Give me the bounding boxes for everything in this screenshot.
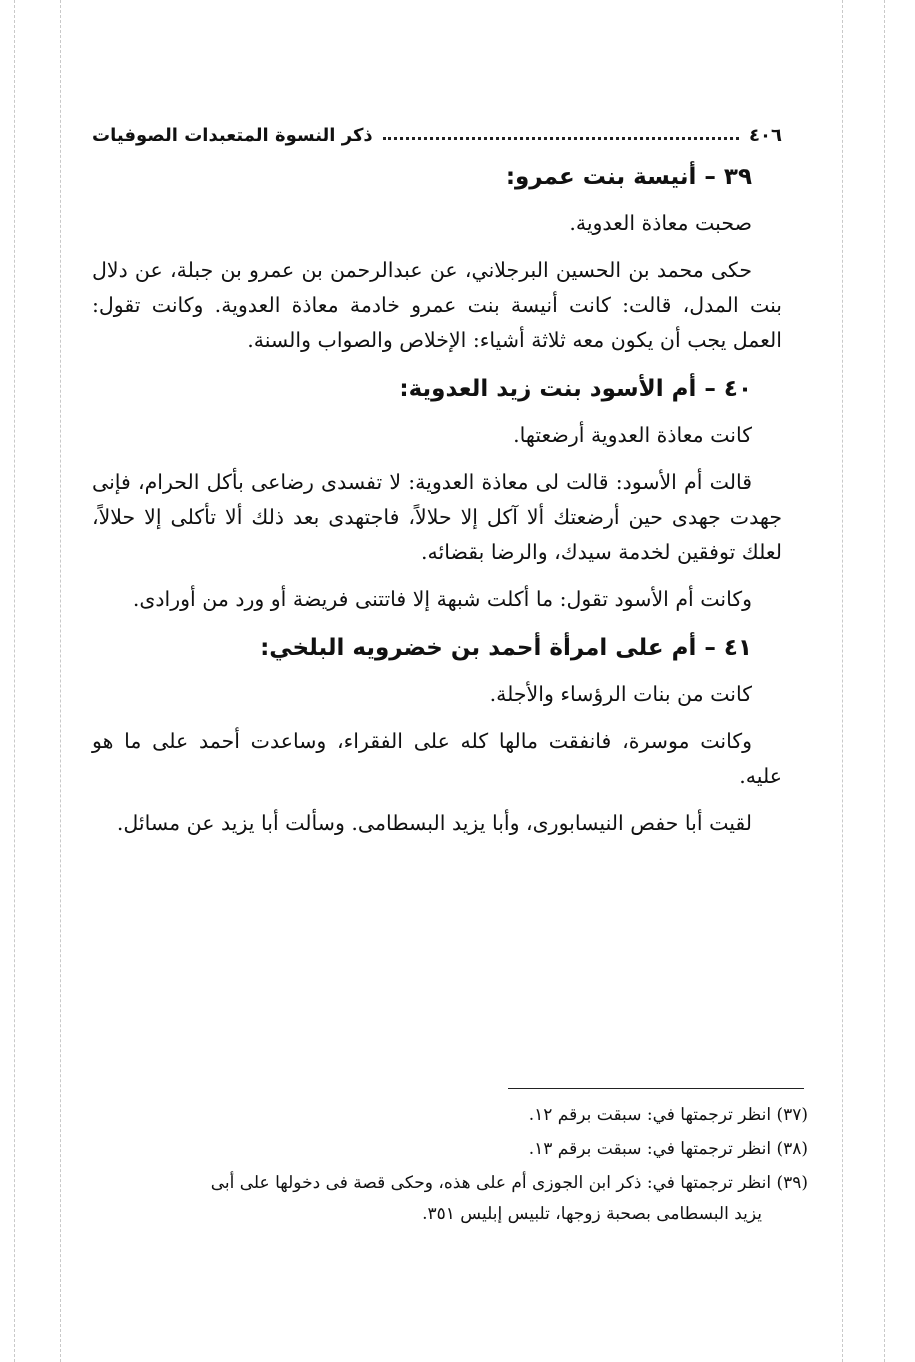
section-41: [92, 629, 782, 841]
footnote-text: انظر ترجمتها في: سبقت برقم ١٢.: [528, 1105, 772, 1125]
footnotes: [108, 1100, 808, 1233]
scan-guide-line: [884, 0, 885, 1362]
running-header: [92, 118, 782, 152]
footnote-text: انظر ترجمتها في: سبقت برقم ١٣.: [528, 1139, 772, 1159]
paragraph: حكى محمد بن الحسين البرجلاني، عن عبدالرحمن بن عمرو بن جبلة، عن دلال بنت المدل، قالت: كانت أنيسة بنت عمرو خادمة معاذة العدوية. وكانت تقول: العمل يجب أن يكون معه ثلاثة أشياء: الإخلاص والصواب والسنة.: [92, 258, 782, 352]
section-heading: ٤٠ – أم الأسود بنت زيد العدوية:: [399, 376, 752, 402]
paragraph: صحبت معاذة العدوية.: [569, 211, 752, 235]
paragraph: قالت أم الأسود: قالت لى معاذة العدوية: لا تفسدى رضاعى بأكل الحرام، فإنى جهدت جهدى حين أرضعتك ألا آكل إلا حلالاً، فاجتهدى بعد ذلك ألا تأكلى إلا حلالاً، لعلك توفقين لخدمة سيدك، والرضا بقضائه.: [92, 470, 782, 564]
footnote-number: (٣٩): [776, 1173, 808, 1193]
section-39: [92, 158, 782, 358]
paragraph: كانت معاذة العدوية أرضعتها.: [513, 423, 752, 447]
footnote-38: [108, 1134, 808, 1165]
footnote-text: انظر ترجمتها في: ذكر ابن الجوزى أم على هذه، وحكى قصة فى دخولها على أبى: [210, 1173, 772, 1193]
section-heading: ٣٩ – أنيسة بنت عمرو:: [505, 164, 752, 190]
footnote-number: (٣٧): [776, 1105, 808, 1125]
section-40: [92, 370, 782, 617]
section-heading: ٤١ – أم على امرأة أحمد بن خضرويه البلخي:: [260, 635, 752, 661]
main-text: [92, 150, 782, 853]
paragraph: كانت من بنات الرؤساء والأجلة.: [489, 682, 752, 706]
page-number: ٤٠٦: [749, 124, 782, 146]
paragraph: لقيت أبا حفص النيسابورى، وأبا يزيد البسطامى. وسألت أبا يزيد عن مسائل.: [116, 811, 752, 835]
paragraph: وكانت موسرة، فانفقت مالها كله على الفقراء، وساعدت أحمد على ما هو عليه.: [92, 729, 782, 788]
scan-guide-line: [842, 0, 843, 1362]
footnote-separator: [508, 1088, 804, 1089]
footnote-37: [108, 1100, 808, 1131]
running-title: ذكر النسوة المتعبدات الصوفيات: [92, 124, 373, 146]
footnote-text-continuation: يزيد البسطامى بصحبة زوجها، تلبيس إبليس ٣٥١.: [422, 1204, 762, 1224]
scan-guide-line: [60, 0, 61, 1362]
footnote-number: (٣٨): [776, 1139, 808, 1159]
header-dot-leader: [383, 137, 739, 140]
footnote-39: [108, 1168, 808, 1230]
scan-guide-line: [14, 0, 15, 1362]
paragraph: وكانت أم الأسود تقول: ما أكلت شبهة إلا فاتتنى فريضة أو ورد من أورادى.: [132, 587, 752, 611]
